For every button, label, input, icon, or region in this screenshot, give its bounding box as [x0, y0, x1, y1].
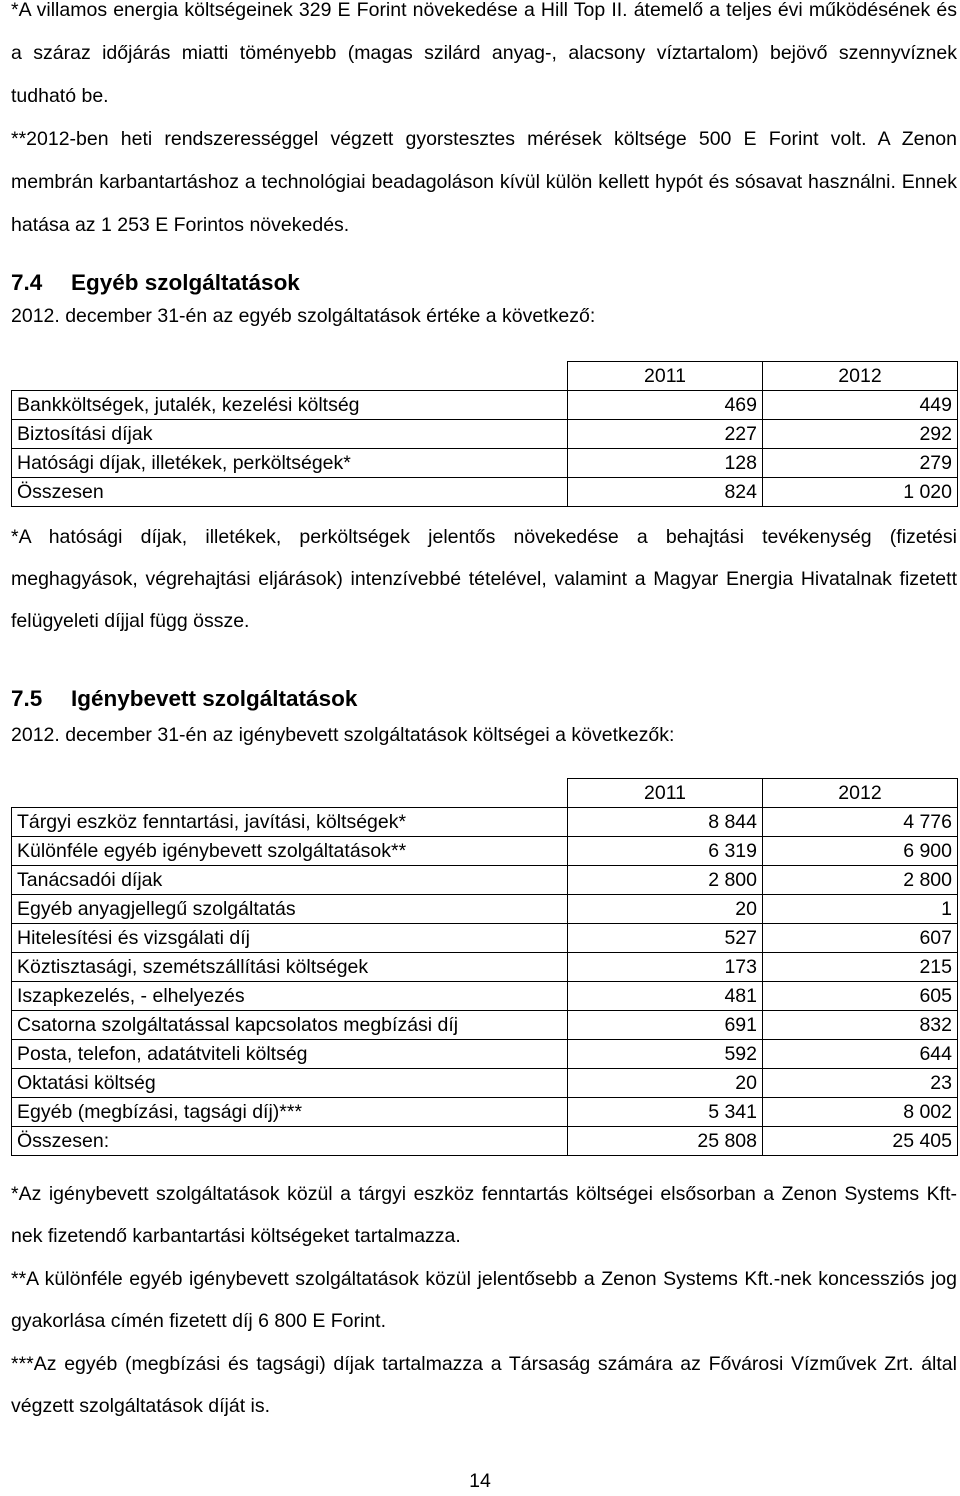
- value-2011-cell: 25 808: [568, 1127, 763, 1156]
- note-rapid-tests: **2012-ben heti rendszerességgel végzett gyorstesztes mérések költsége 500 E Forint volt. A Zenon membrán karbantartáshoz a technológiai beadagoláson kívül külön kellett hypót és sósavat használni. Ennek hatása az 1 253 E Forintos növekedés.: [11, 128, 957, 236]
- value-2011-cell: 592: [568, 1040, 763, 1069]
- section-7-5-footnote-1: *Az igénybevett szolgáltatások közül a tárgyi eszköz fenntartás költségei elsősorban a Zenon Systems Kft-nek fizetendő karbantartási költségeket tartalmazza.: [11, 1183, 957, 1247]
- value-2012-cell: 607: [763, 924, 958, 953]
- table-row: [12, 924, 958, 953]
- table-row: [12, 953, 958, 982]
- value-2012-cell: 832: [763, 1011, 958, 1040]
- value-2012-cell: 23: [763, 1069, 958, 1098]
- row-label-cell: Bankköltségek, jutalék, kezelési költség: [12, 391, 568, 420]
- value-2011-cell: 527: [568, 924, 763, 953]
- value-2011-cell: 8 844: [568, 808, 763, 837]
- section-7-4-heading: [11, 270, 957, 296]
- value-2011-cell: 20: [568, 1069, 763, 1098]
- value-2011-cell: 227: [568, 420, 763, 449]
- table-row: [12, 895, 958, 924]
- section-7-4-intro: 2012. december 31-én az egyéb szolgáltatások értéke a következő:: [11, 305, 596, 327]
- row-label-cell: Köztisztasági, szemétszállítási költségek: [12, 953, 568, 982]
- section-7-5-footnote-2: **A különféle egyéb igénybevett szolgáltatások közül jelentősebb a Zenon Systems Kft.-nek koncessziós jog gyakorlása címén fizetett díj 6 800 E Forint.: [11, 1268, 957, 1332]
- value-2012-cell: 605: [763, 982, 958, 1011]
- value-2012-cell: 6 900: [763, 837, 958, 866]
- value-2012-cell: 292: [763, 420, 958, 449]
- table-row: [12, 808, 958, 837]
- section-7-5-heading: [11, 686, 957, 712]
- row-label-cell: Összesen: [12, 478, 568, 507]
- table-row: [12, 1127, 958, 1156]
- row-label-cell: Tárgyi eszköz fenntartási, javítási, költségek*: [12, 808, 568, 837]
- note-electricity: *A villamos energia költségeinek 329 E Forint növekedése a Hill Top II. átemelő a teljes évi működésének és a száraz időjárás miatti töményebb (magas szilárd anyag-, alacsony víztartalom) bejövő szennyvíznek tudható be.: [11, 0, 957, 107]
- value-2011-cell: 20: [568, 895, 763, 924]
- table-row: [12, 449, 958, 478]
- value-2011-cell: 5 341: [568, 1098, 763, 1127]
- value-2012-cell: 644: [763, 1040, 958, 1069]
- value-2011-cell: 691: [568, 1011, 763, 1040]
- section-7-5-number: 7.5: [11, 686, 43, 711]
- table-row: [12, 420, 958, 449]
- value-2011-cell: 481: [568, 982, 763, 1011]
- section-7-4-footnote: *A hatósági díjak, illetékek, perköltségek jelentős növekedése a behajtási tevékenység (fizetési meghagyások, végrehajtási eljárások) intenzívebbé tételével, valamint a Magyar Energia Hivatalnak fizetett felügyeleti díjjal függ össze.: [11, 526, 957, 632]
- row-label-cell: Egyéb (megbízási, tagsági díj)***: [12, 1098, 568, 1127]
- other-services-header-row: [12, 362, 958, 391]
- table-row: [12, 391, 958, 420]
- value-2012-cell: 215: [763, 953, 958, 982]
- table-row: [12, 1011, 958, 1040]
- year-header-2012: 2012: [763, 779, 958, 808]
- table-row: [12, 1069, 958, 1098]
- value-2012-cell: 279: [763, 449, 958, 478]
- year-header-2011: 2011: [568, 362, 763, 391]
- value-2012-cell: 2 800: [763, 866, 958, 895]
- value-2012-cell: 4 776: [763, 808, 958, 837]
- table-row: [12, 982, 958, 1011]
- page-number: 14: [469, 1470, 491, 1492]
- other-services-table: [11, 361, 958, 507]
- value-2011-cell: 824: [568, 478, 763, 507]
- row-label-cell: Iszapkezelés, - elhelyezés: [12, 982, 568, 1011]
- section-7-5-intro: 2012. december 31-én az igénybevett szolgáltatások költségei a következők:: [11, 724, 675, 746]
- section-7-5-title: Igénybevett szolgáltatások: [71, 686, 358, 711]
- table-row: [12, 837, 958, 866]
- table-corner-cell: [12, 779, 568, 808]
- row-label-cell: Hatósági díjak, illetékek, perköltségek*: [12, 449, 568, 478]
- value-2012-cell: 1: [763, 895, 958, 924]
- section-7-4-title: Egyéb szolgáltatások: [71, 270, 300, 295]
- value-2011-cell: 6 319: [568, 837, 763, 866]
- row-label-cell: Különféle egyéb igénybevett szolgáltatások**: [12, 837, 568, 866]
- row-label-cell: Egyéb anyagjellegű szolgáltatás: [12, 895, 568, 924]
- used-services-table: [11, 778, 958, 1156]
- value-2011-cell: 2 800: [568, 866, 763, 895]
- year-header-2011: 2011: [568, 779, 763, 808]
- table-row: [12, 866, 958, 895]
- section-7-5-footnote-3: ***Az egyéb (megbízási és tagsági) díjak tartalmazza a Társaság számára az Fővárosi Vízművek Zrt. által végzett szolgáltatások díját is.: [11, 1353, 957, 1417]
- year-header-2012: 2012: [763, 362, 958, 391]
- row-label-cell: Posta, telefon, adatátviteli költség: [12, 1040, 568, 1069]
- used-services-header-row: [12, 779, 958, 808]
- row-label-cell: Biztosítási díjak: [12, 420, 568, 449]
- value-2012-cell: 1 020: [763, 478, 958, 507]
- section-7-4-number: 7.4: [11, 270, 43, 295]
- table-corner-cell: [12, 362, 568, 391]
- table-row: [12, 1040, 958, 1069]
- value-2011-cell: 128: [568, 449, 763, 478]
- row-label-cell: Csatorna szolgáltatással kapcsolatos megbízási díj: [12, 1011, 568, 1040]
- value-2012-cell: 25 405: [763, 1127, 958, 1156]
- table-row: [12, 1098, 958, 1127]
- row-label-cell: Oktatási költség: [12, 1069, 568, 1098]
- row-label-cell: Összesen:: [12, 1127, 568, 1156]
- value-2012-cell: 8 002: [763, 1098, 958, 1127]
- row-label-cell: Hitelesítési és vizsgálati díj: [12, 924, 568, 953]
- row-label-cell: Tanácsadói díjak: [12, 866, 568, 895]
- value-2012-cell: 449: [763, 391, 958, 420]
- table-row: [12, 478, 958, 507]
- value-2011-cell: 173: [568, 953, 763, 982]
- value-2011-cell: 469: [568, 391, 763, 420]
